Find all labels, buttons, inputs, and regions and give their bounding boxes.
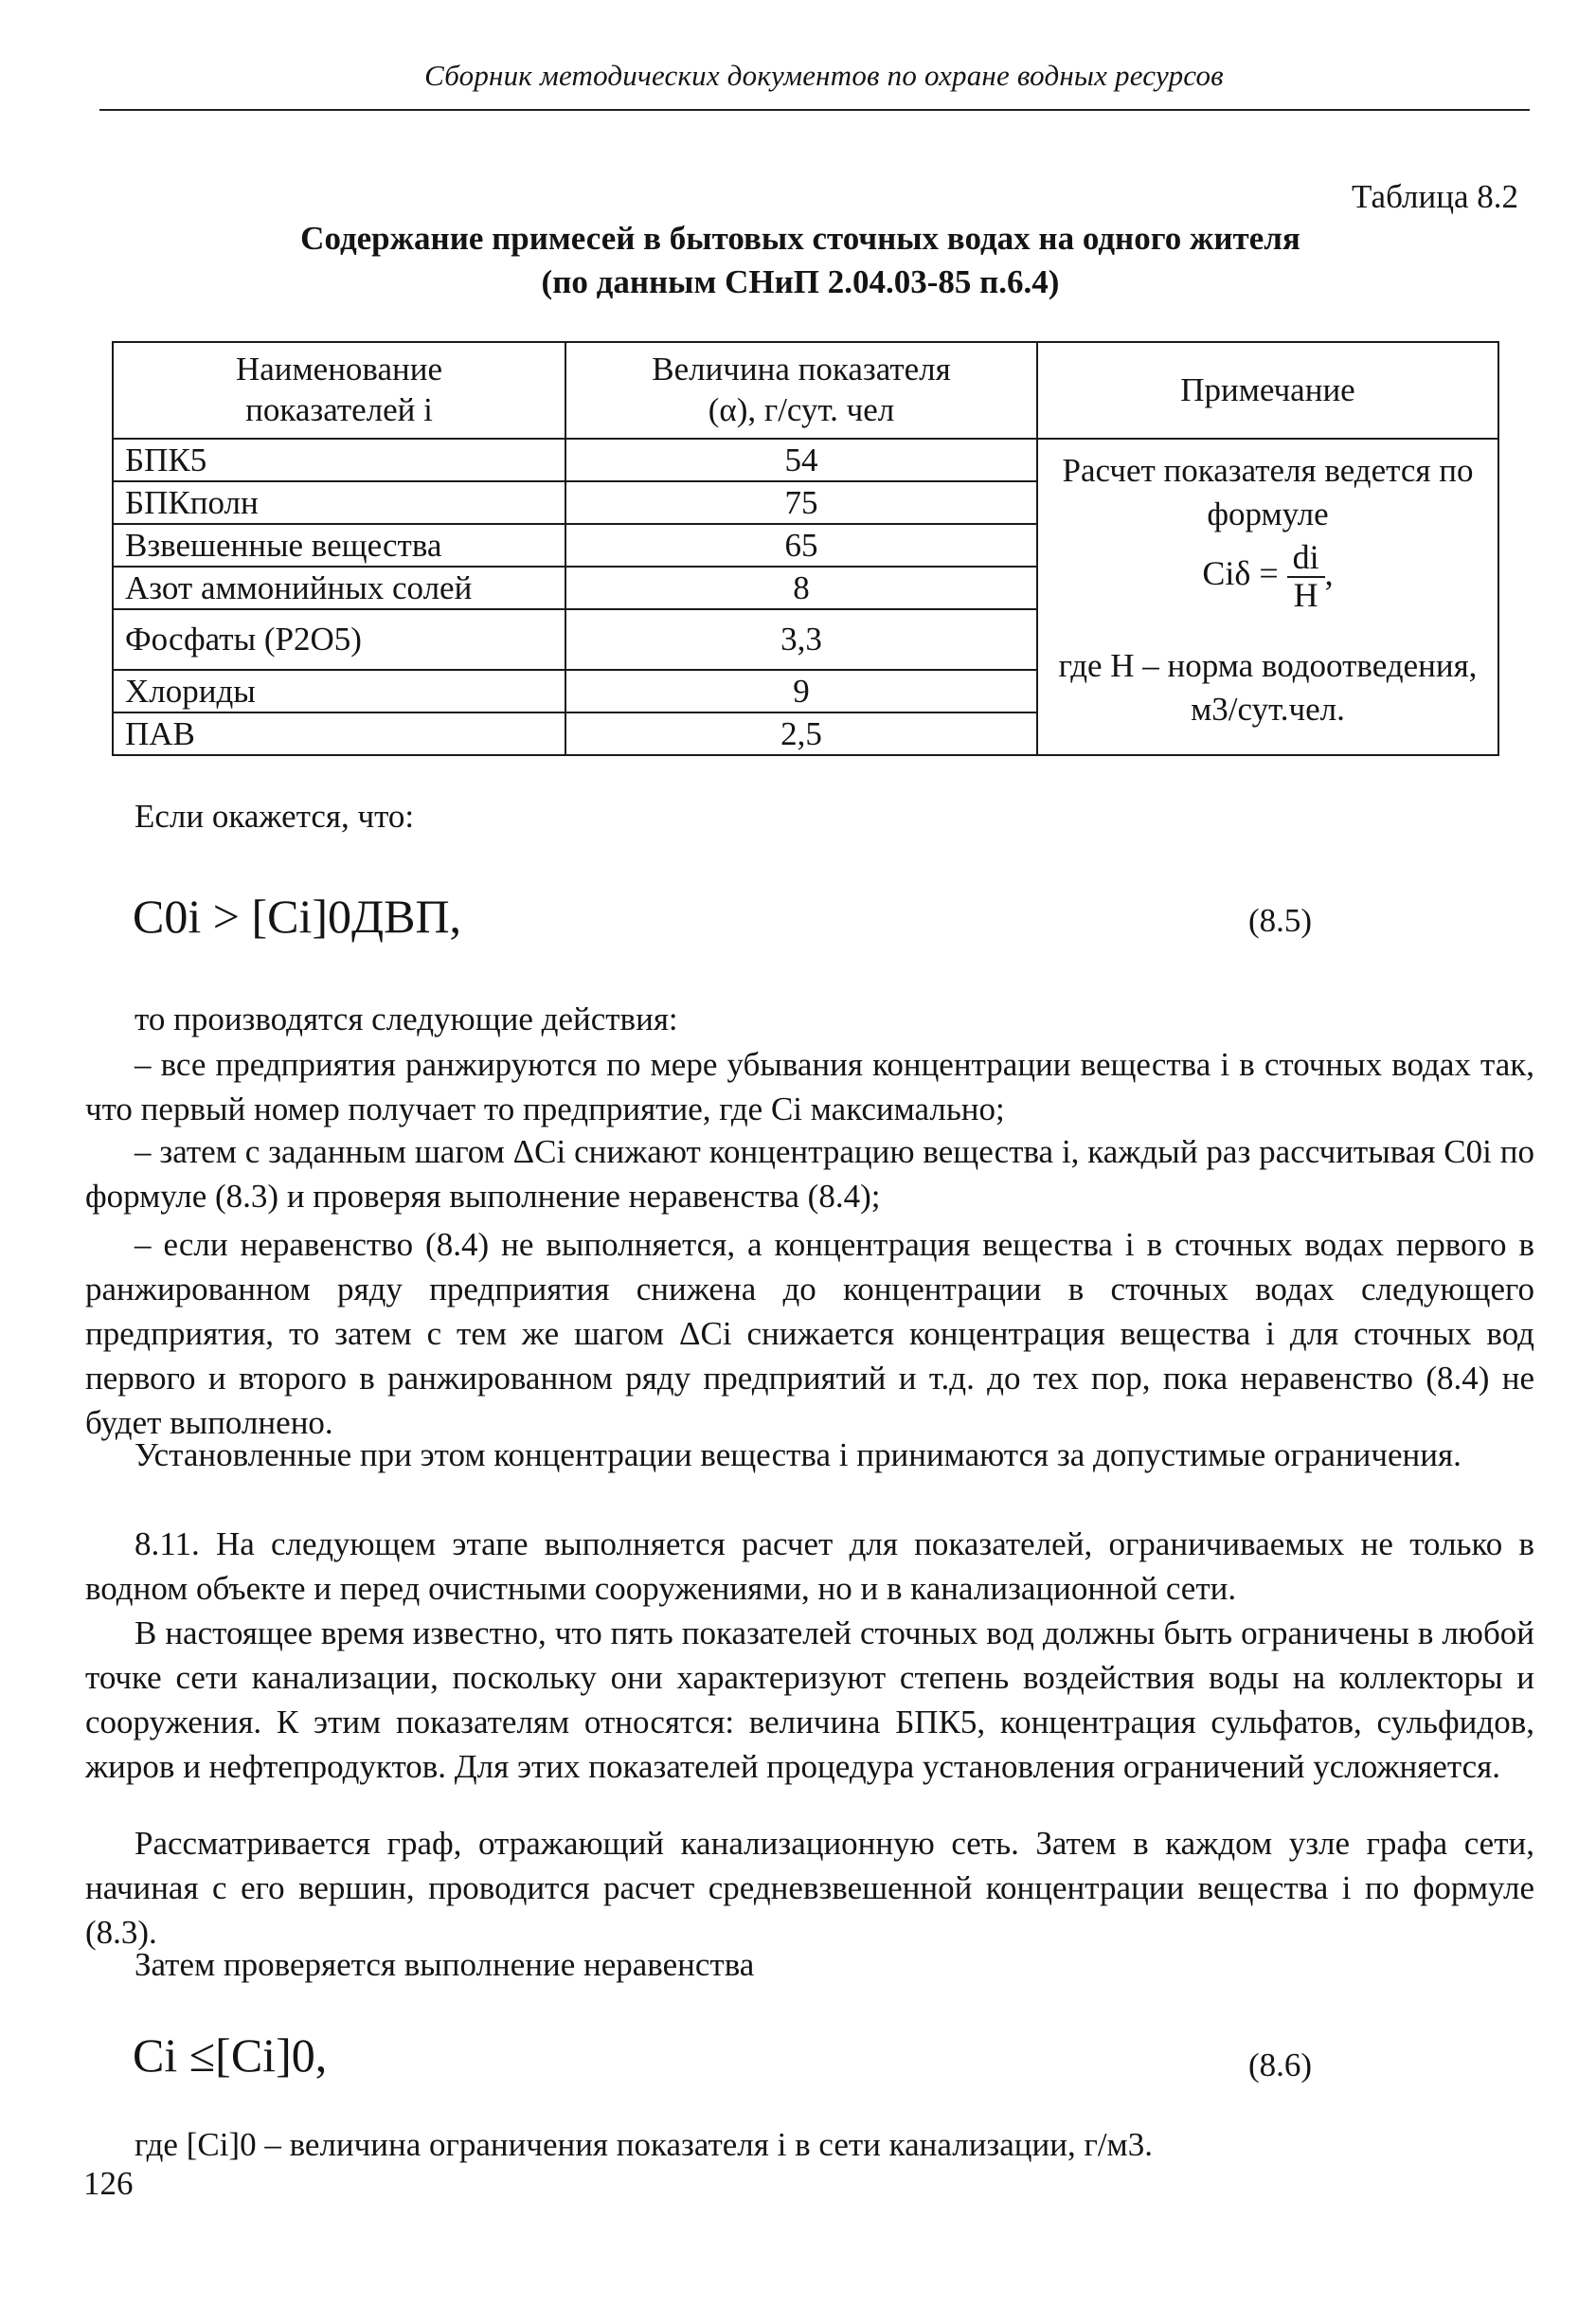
note-cell (1037, 439, 1498, 755)
row-name: Хлориды (113, 670, 565, 712)
impurities-table (112, 341, 1499, 756)
col-header-name (113, 342, 565, 439)
paragraph-8-11: 8.11. На следующем этапе выполняется расчет для показателей, ограничиваемых не только в водном объекте и перед очистными сооружениями, но и в канализационной сети. (85, 1525, 1534, 1607)
paragraph-limit: где [Ci]0 – величина ограничения показателя i в сети канализации, г/м3. (134, 2126, 1153, 2163)
equation-8-6-number: (8.6) (1247, 2047, 1312, 2083)
col1-header-line2: показателей i (245, 391, 433, 428)
row-value: 75 (565, 481, 1037, 524)
paragraph-actions: то производятся следующие действия: (134, 1001, 678, 1037)
paragraph-five-indicators: В настоящее время известно, что пять показателей сточных вод должны быть ограничены в любой точке сети канализации, поскольку они характеризуют степень воздействия воды на коллекторы и сооружения. К этим показателям относятся: величина БПК5, концентрация сульфатов, сульфидов, жиров и нефтепродуктов. Для этих показателей процедура установления ограничений усложняется. (85, 1614, 1534, 1785)
col1-header-line1: Наименование (235, 351, 443, 388)
row-value: 54 (565, 439, 1037, 481)
paragraph-inequality: – если неравенство (8.4) не выполняется, а концентрация вещества i в сточных водах первого в ранжированном ряду предприятия снижена до концентрации в сточных водах следующего предприятия, то затем с тем же шагом ΔCi снижается концентрация вещества i для сточных вод первого и второго в ранжированном ряду предприятий и т.д. до тех пор, пока неравенство (8.4) не будет выполнено. (85, 1226, 1534, 1441)
col-header-note: Примечание (1037, 342, 1498, 439)
paragraph-check: Затем проверяется выполнение неравенства (134, 1946, 755, 1983)
table-title-line1: Содержание примесей в бытовых сточных водах на одного жителя (300, 220, 1300, 257)
row-name: БПКполн (113, 481, 565, 524)
header-rule (99, 109, 1530, 111)
row-value: 65 (565, 524, 1037, 567)
paragraph-rank: – все предприятия ранжируются по мере убывания концентрации вещества i в сточных водах так, что первый номер получает то предприятие, где Ci максимально; (85, 1046, 1534, 1127)
note-formula-fraction (1287, 540, 1325, 614)
note-formula: Ciδ = $\frac{di}{H}$ , (1202, 538, 1334, 615)
row-name: Взвешенные вещества (113, 524, 565, 567)
paragraph-if: Если окажется, что: (134, 798, 415, 835)
note-line1: Расчет показателя ведется по (1062, 452, 1474, 489)
paragraph-established: Установленные при этом концентрации вещества i принимаются за допустимые ограничения. (134, 1436, 1462, 1473)
table-row (113, 439, 1498, 481)
table-number: Таблица 8.2 (1352, 178, 1518, 215)
paragraph-graph: Рассматривается граф, отражающий канализационную сеть. Затем в каждом узле графа сети, начиная с его вершин, проводится расчет средневзвешенной концентрации вещества i по формуле (8.3). (85, 1825, 1534, 1951)
page-number: 126 (83, 2165, 134, 2202)
row-name: Фосфаты (P2O5) (113, 609, 565, 670)
paragraph-step: – затем с заданным шагом ΔCi снижают концентрацию вещества i, каждый раз рассчитывая C0i по формуле (8.3) и проверяя выполнение неравенства (8.4); (85, 1133, 1534, 1215)
col2-header-line2: (α), г/сут. чел (708, 391, 895, 428)
equation-8-5-number: (8.5) (1247, 902, 1312, 939)
row-name: Азот аммонийных солей (113, 567, 565, 609)
row-value: 8 (565, 567, 1037, 609)
col-header-value (565, 342, 1037, 439)
equation-8-6: Ci ≤[Ci]0, (133, 2029, 328, 2082)
col2-header-line1: Величина показателя (652, 351, 951, 388)
equation-8-5: C0i > [Ci]0ДВП, (133, 890, 462, 943)
note-formula-lhs: Ciδ = (1202, 554, 1279, 593)
note-line4: м3/сут.чел. (1191, 691, 1345, 729)
note-line3: где Н – норма водоотведения, (1058, 646, 1478, 684)
table-title-line2: (по данным СНиП 2.04.03-85 п.6.4) (541, 263, 1060, 300)
row-value: 2,5 (565, 712, 1037, 755)
row-value: 3,3 (565, 609, 1037, 670)
row-name: БПК5 (113, 439, 565, 481)
row-name: ПАВ (113, 712, 565, 755)
table-header-row (113, 342, 1498, 439)
row-value: 9 (565, 670, 1037, 712)
running-header: Сборник методических документов по охране водных ресурсов (424, 59, 1224, 92)
note-formula-denominator: H (1293, 576, 1318, 615)
note-formula-numerator: di (1287, 540, 1325, 578)
note-line2: формуле (1207, 496, 1329, 533)
